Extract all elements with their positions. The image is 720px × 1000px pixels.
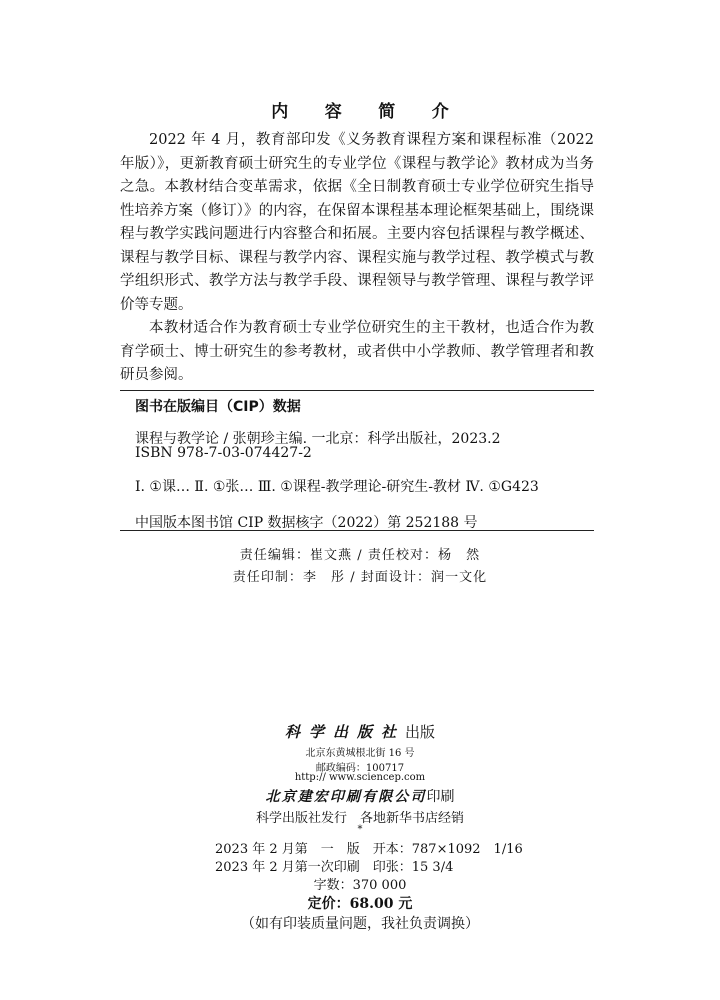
intro-paragraph-1: 2022 年 4 月，教育部印发《义务教育课程方案和课程标准（2022 年版）》，更新教育硕士研究生的专业学位《课程与教学论》教材成为当务之急。本教材结合变革需求，依据《全日制教育硕士专业学位研究生指导性培养方案（修订）》的内容，在保留本课程基本理论框架基础上，围绕课程与教学实践问题进行内容整合和拓展。主要内容包括课程与教学概述、课程与教学目标、课程与教学内容、课程实施与教学过程、教学模式与教学组织形式、教学方法与教学手段、课程领导与教学管理、课程与教学评价等专题。 (120, 132, 594, 313)
credits-editors: 责任编辑：崔文燕 / 责任校对：杨 然 (239, 548, 481, 563)
intro-paragraph-2: 本教材适合作为教育硕士专业学位研究生的主干教材，也适合作为教育学硕士、博士研究生的参考教材，或者供中小学教师、教学管理者和教研员参阅。 (120, 320, 594, 383)
publisher-url: http:// www.sciencep.com (294, 772, 426, 783)
printer-name: 北京建宏印刷有限公司 (265, 789, 427, 805)
cip-classification: Ⅰ. ①课… Ⅱ. ①张… Ⅲ. ①课程-教学理论-研究生-教材 Ⅳ. ①G423 (135, 479, 539, 495)
distribution-line: 科学出版社发行 各地新华书店经销 (255, 811, 464, 826)
printer-suffix: 印刷 (426, 789, 455, 805)
price-line: 定价：68.00 元 (307, 896, 413, 912)
separator-star: * (357, 824, 363, 835)
cip-bottom-rule (120, 530, 594, 531)
publisher-address: 北京东黄城根北街 16 号 (305, 748, 415, 759)
publisher-postcode: 邮政编码：100717 (315, 763, 405, 774)
cip-title-line: 课程与教学论 / 张朝珍主编. 一北京：科学出版社，2023.2 (135, 431, 501, 447)
publisher-suffix: 出版 (405, 723, 436, 741)
cip-heading: 图书在版编目（CIP）数据 (135, 399, 301, 415)
credits-production: 责任印制：李 彤 / 封面设计：润一文化 (232, 570, 488, 585)
quality-notice: （如有印装质量问题，我社负责调换） (241, 916, 479, 932)
publisher-line (0, 721, 720, 742)
printer-line (0, 786, 720, 806)
publisher-name: 科学出版社 (284, 723, 405, 741)
cip-isbn: ISBN 978-7-03-074427-2 (135, 445, 312, 461)
page-title: 内 容 简 介 (271, 102, 465, 122)
intro-text (120, 129, 594, 388)
cip-top-rule (120, 390, 594, 391)
wordcount-line: 字数：370 000 (313, 878, 407, 893)
printing-line: 2023 年 2 月第一次印刷 印张：15 3/4 (215, 860, 454, 875)
cip-record-number: 中国版本图书馆 CIP 数据核字（2022）第 252188 号 (135, 515, 478, 531)
edition-line: 2023 年 2 月第 一 版 开本：787×1092 1/16 (215, 842, 523, 857)
